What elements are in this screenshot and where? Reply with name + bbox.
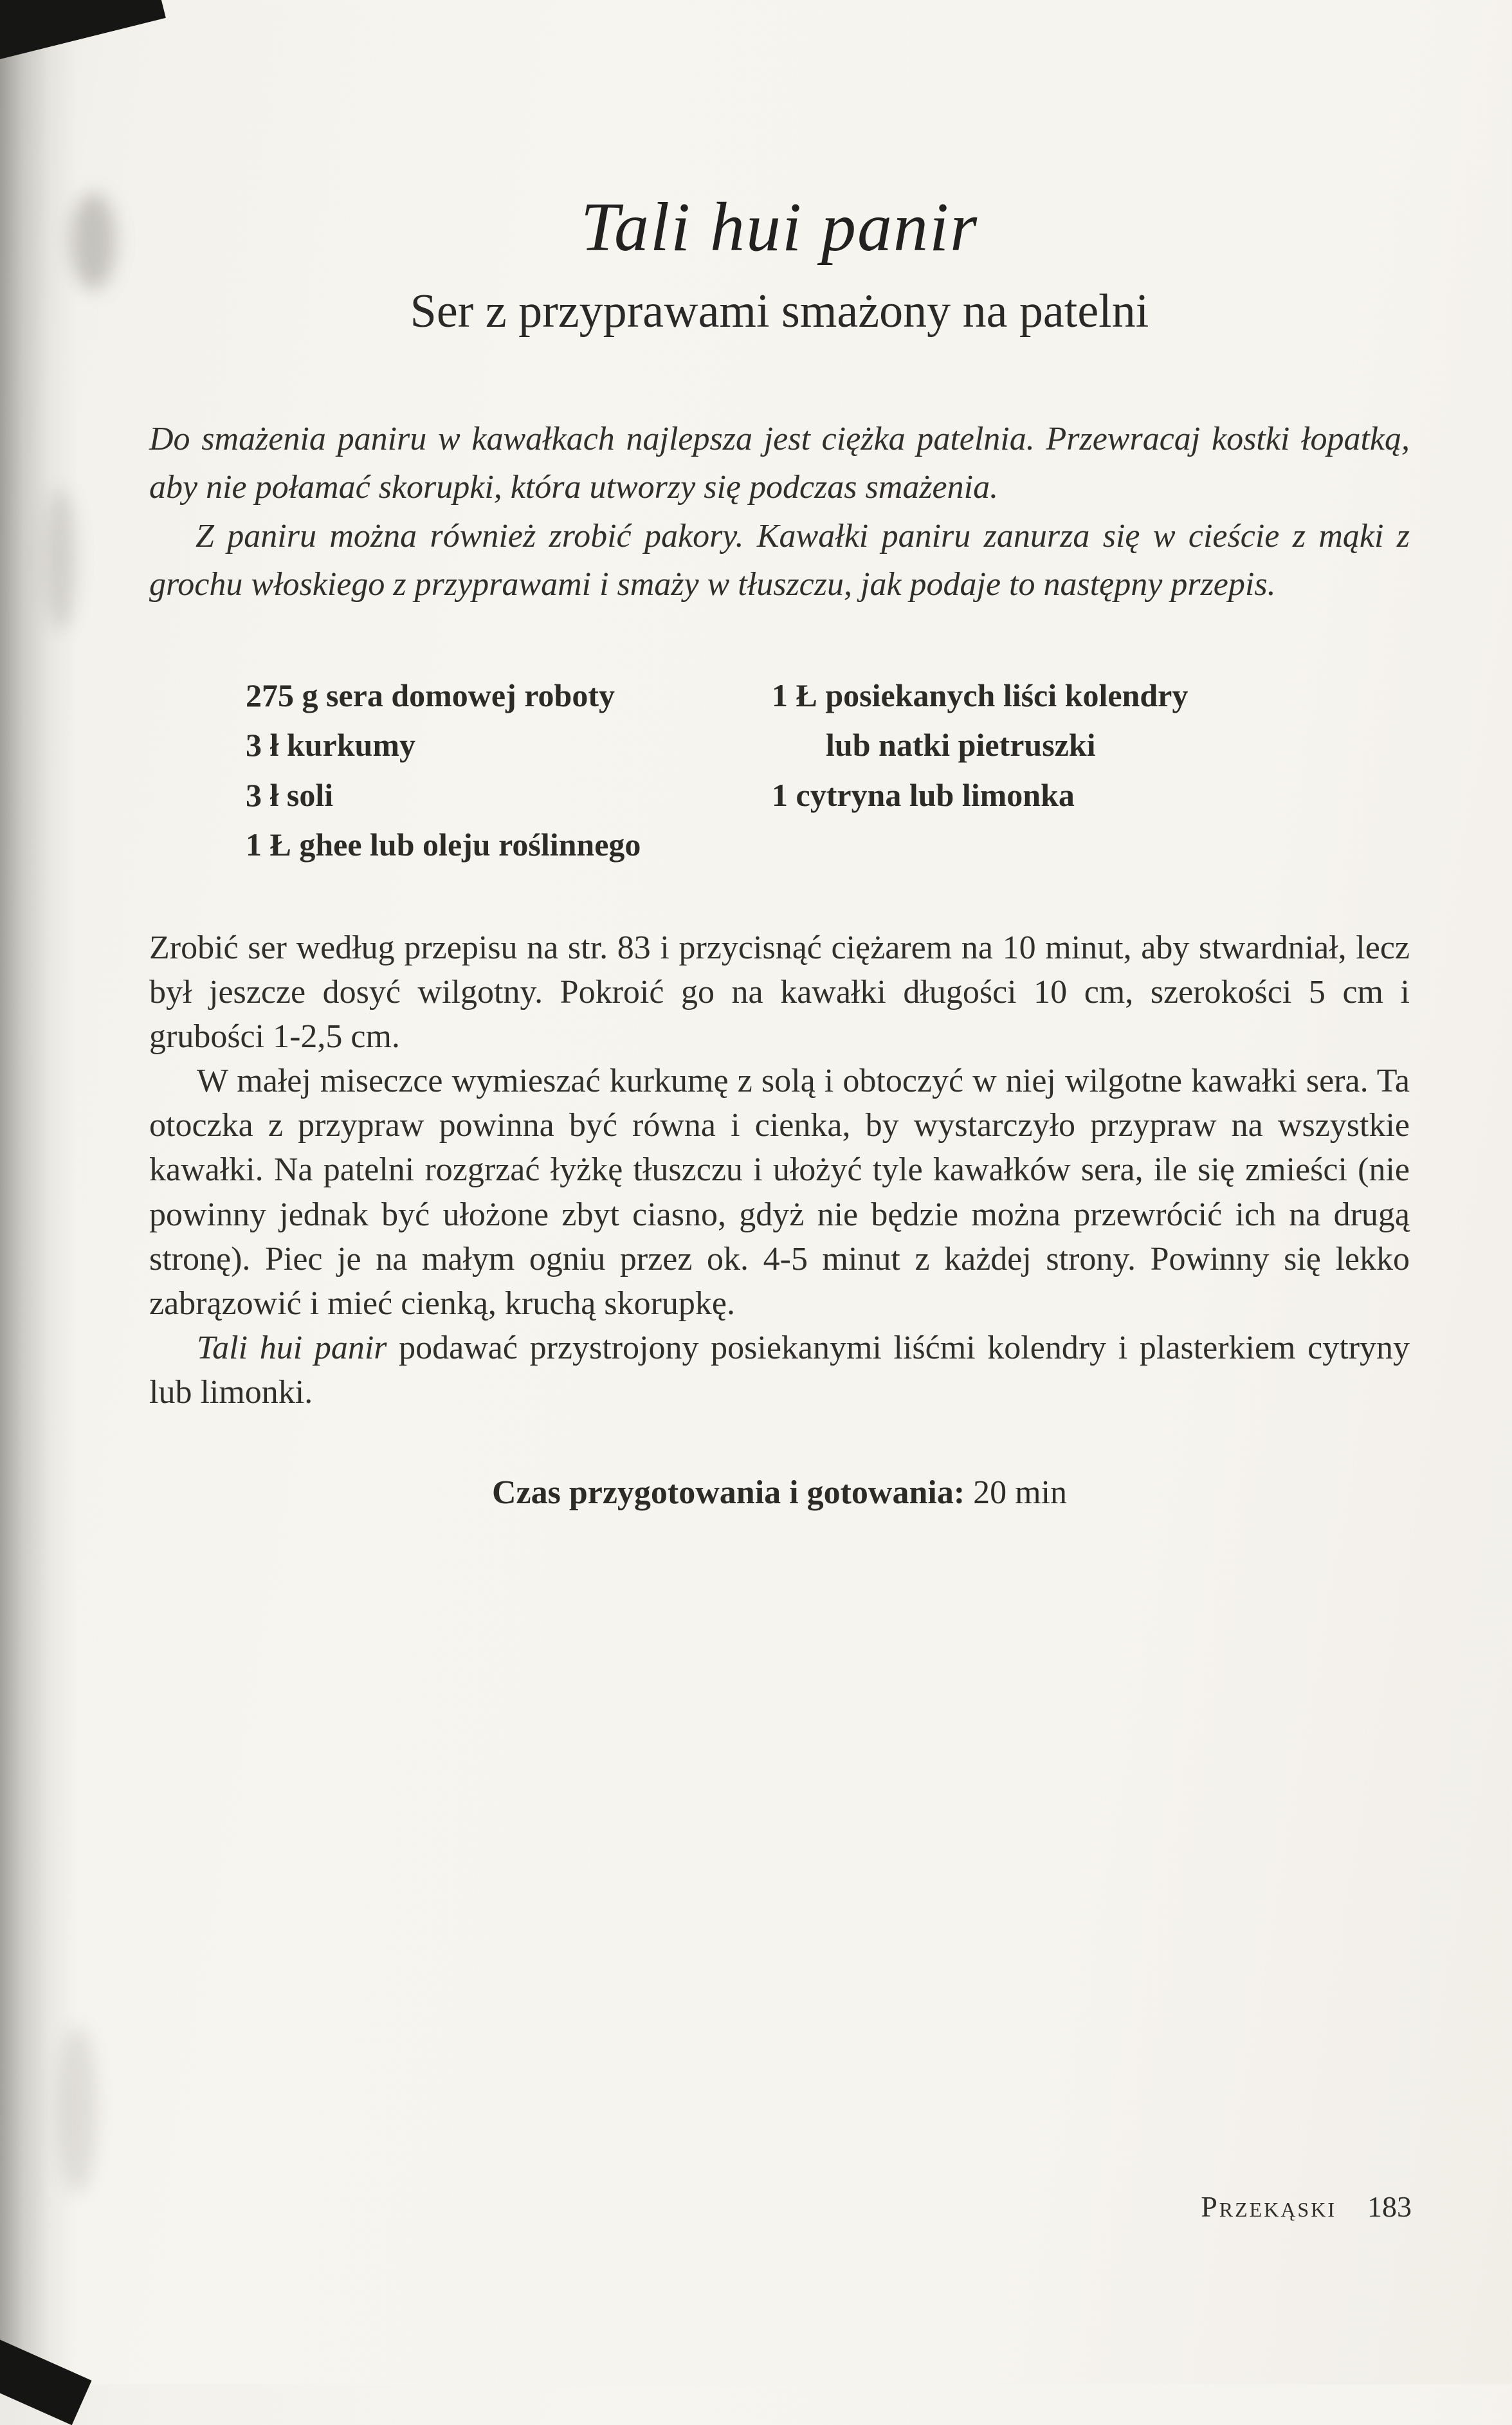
recipe-page-content	[149, 188, 1410, 1545]
instructions-paragraph-1: Zrobić ser według przepisu na str. 83 i przycisnąć ciężarem na 10 minut, aby stwardniał, lecz był jeszcze dosyć wilgotny. Pokroić go na kawałki długości 10 cm, szerokości 5 cm i grubości 1-2,5 cm.	[149, 929, 1410, 1055]
scan-artifact-top-left	[0, 0, 166, 68]
recipe-title: Tali hui panir	[580, 189, 979, 266]
instructions-paragraph-2: W małej miseczce wymieszać kurkumę z solą i obtoczyć w niej wilgotne kawałki sera. Ta otoczka z przypraw powinna być równa i cienka, by wystarczyło przypraw na wszystkie kawałki. Na patelni rozgrzać łyżkę tłuszczu i ułożyć tyle kawałków sera, ile się zmieści (nie powinny jednak być ułożone zbyt ciasno, gdyż nie będzie można przewrócić ich na drugą stronę). Piec je na małym ogniu przez ok. 4-5 minut z każdej strony. Powinny się lekko zabrązowić i mieć cienką, kruchą skorupkę.	[149, 1063, 1410, 1322]
intro-paragraph-1: Do smażenia paniru w kawałkach najlepsza jest ciężka patelnia. Przewracaj kostki łopatką, aby nie połamać skorupki, która utworzy się podczas smażenia.	[149, 421, 1410, 506]
ingredients-list	[149, 671, 1410, 870]
scan-smudge	[71, 193, 116, 289]
prep-time-line	[149, 1474, 1410, 1512]
footer-page-number: 183	[1367, 2190, 1412, 2223]
ingredient-item: 3 ł kurkumy	[246, 727, 415, 764]
ingredient-item: 1 cytryna lub limonka	[772, 776, 1075, 813]
scan-artifact-bottom-left	[0, 2339, 92, 2425]
scan-smudge	[58, 2026, 96, 2193]
recipe-name-italic: Tali hui panir	[197, 1329, 387, 1366]
ingredient-item: 3 ł soli	[246, 776, 334, 813]
scan-spine-shadow	[0, 0, 77, 2384]
recipe-instructions	[149, 926, 1410, 1415]
prep-time-value: 20 min	[973, 1474, 1068, 1512]
instructions-paragraph-3-text: podawać przystrojony posiekanymi liśćmi kolendry i plasterkiem cytryny lub limonki.	[149, 1329, 1410, 1411]
ingredients-right-column	[772, 671, 1196, 870]
footer-section-name: Przekąski	[1201, 2190, 1336, 2223]
ingredient-item: 275 g sera domowej roboty	[246, 677, 615, 713]
page-footer	[1201, 2190, 1412, 2224]
scan-smudge	[45, 489, 77, 630]
ingredient-item: 1 Ł posiekanych liści kolendry lub natki pietruszki	[772, 677, 1189, 764]
ingredient-item: 1 Ł ghee lub oleju roślinnego	[246, 827, 641, 863]
recipe-subtitle: Ser z przyprawami smażony na patelni	[410, 285, 1149, 338]
intro-paragraph-2: Z paniru można również zrobić pakory. Kawałki paniru zanurza się w cieście z mąki z grochu włoskiego z przyprawami i smaży w tłuszczu, jak podaje to następny przepis.	[149, 517, 1410, 603]
prep-time-label: Czas przygotowania i gotowania:	[491, 1474, 965, 1512]
ingredients-left-column	[246, 671, 696, 870]
recipe-intro	[149, 415, 1410, 609]
instructions-paragraph-3	[149, 1326, 1410, 1414]
